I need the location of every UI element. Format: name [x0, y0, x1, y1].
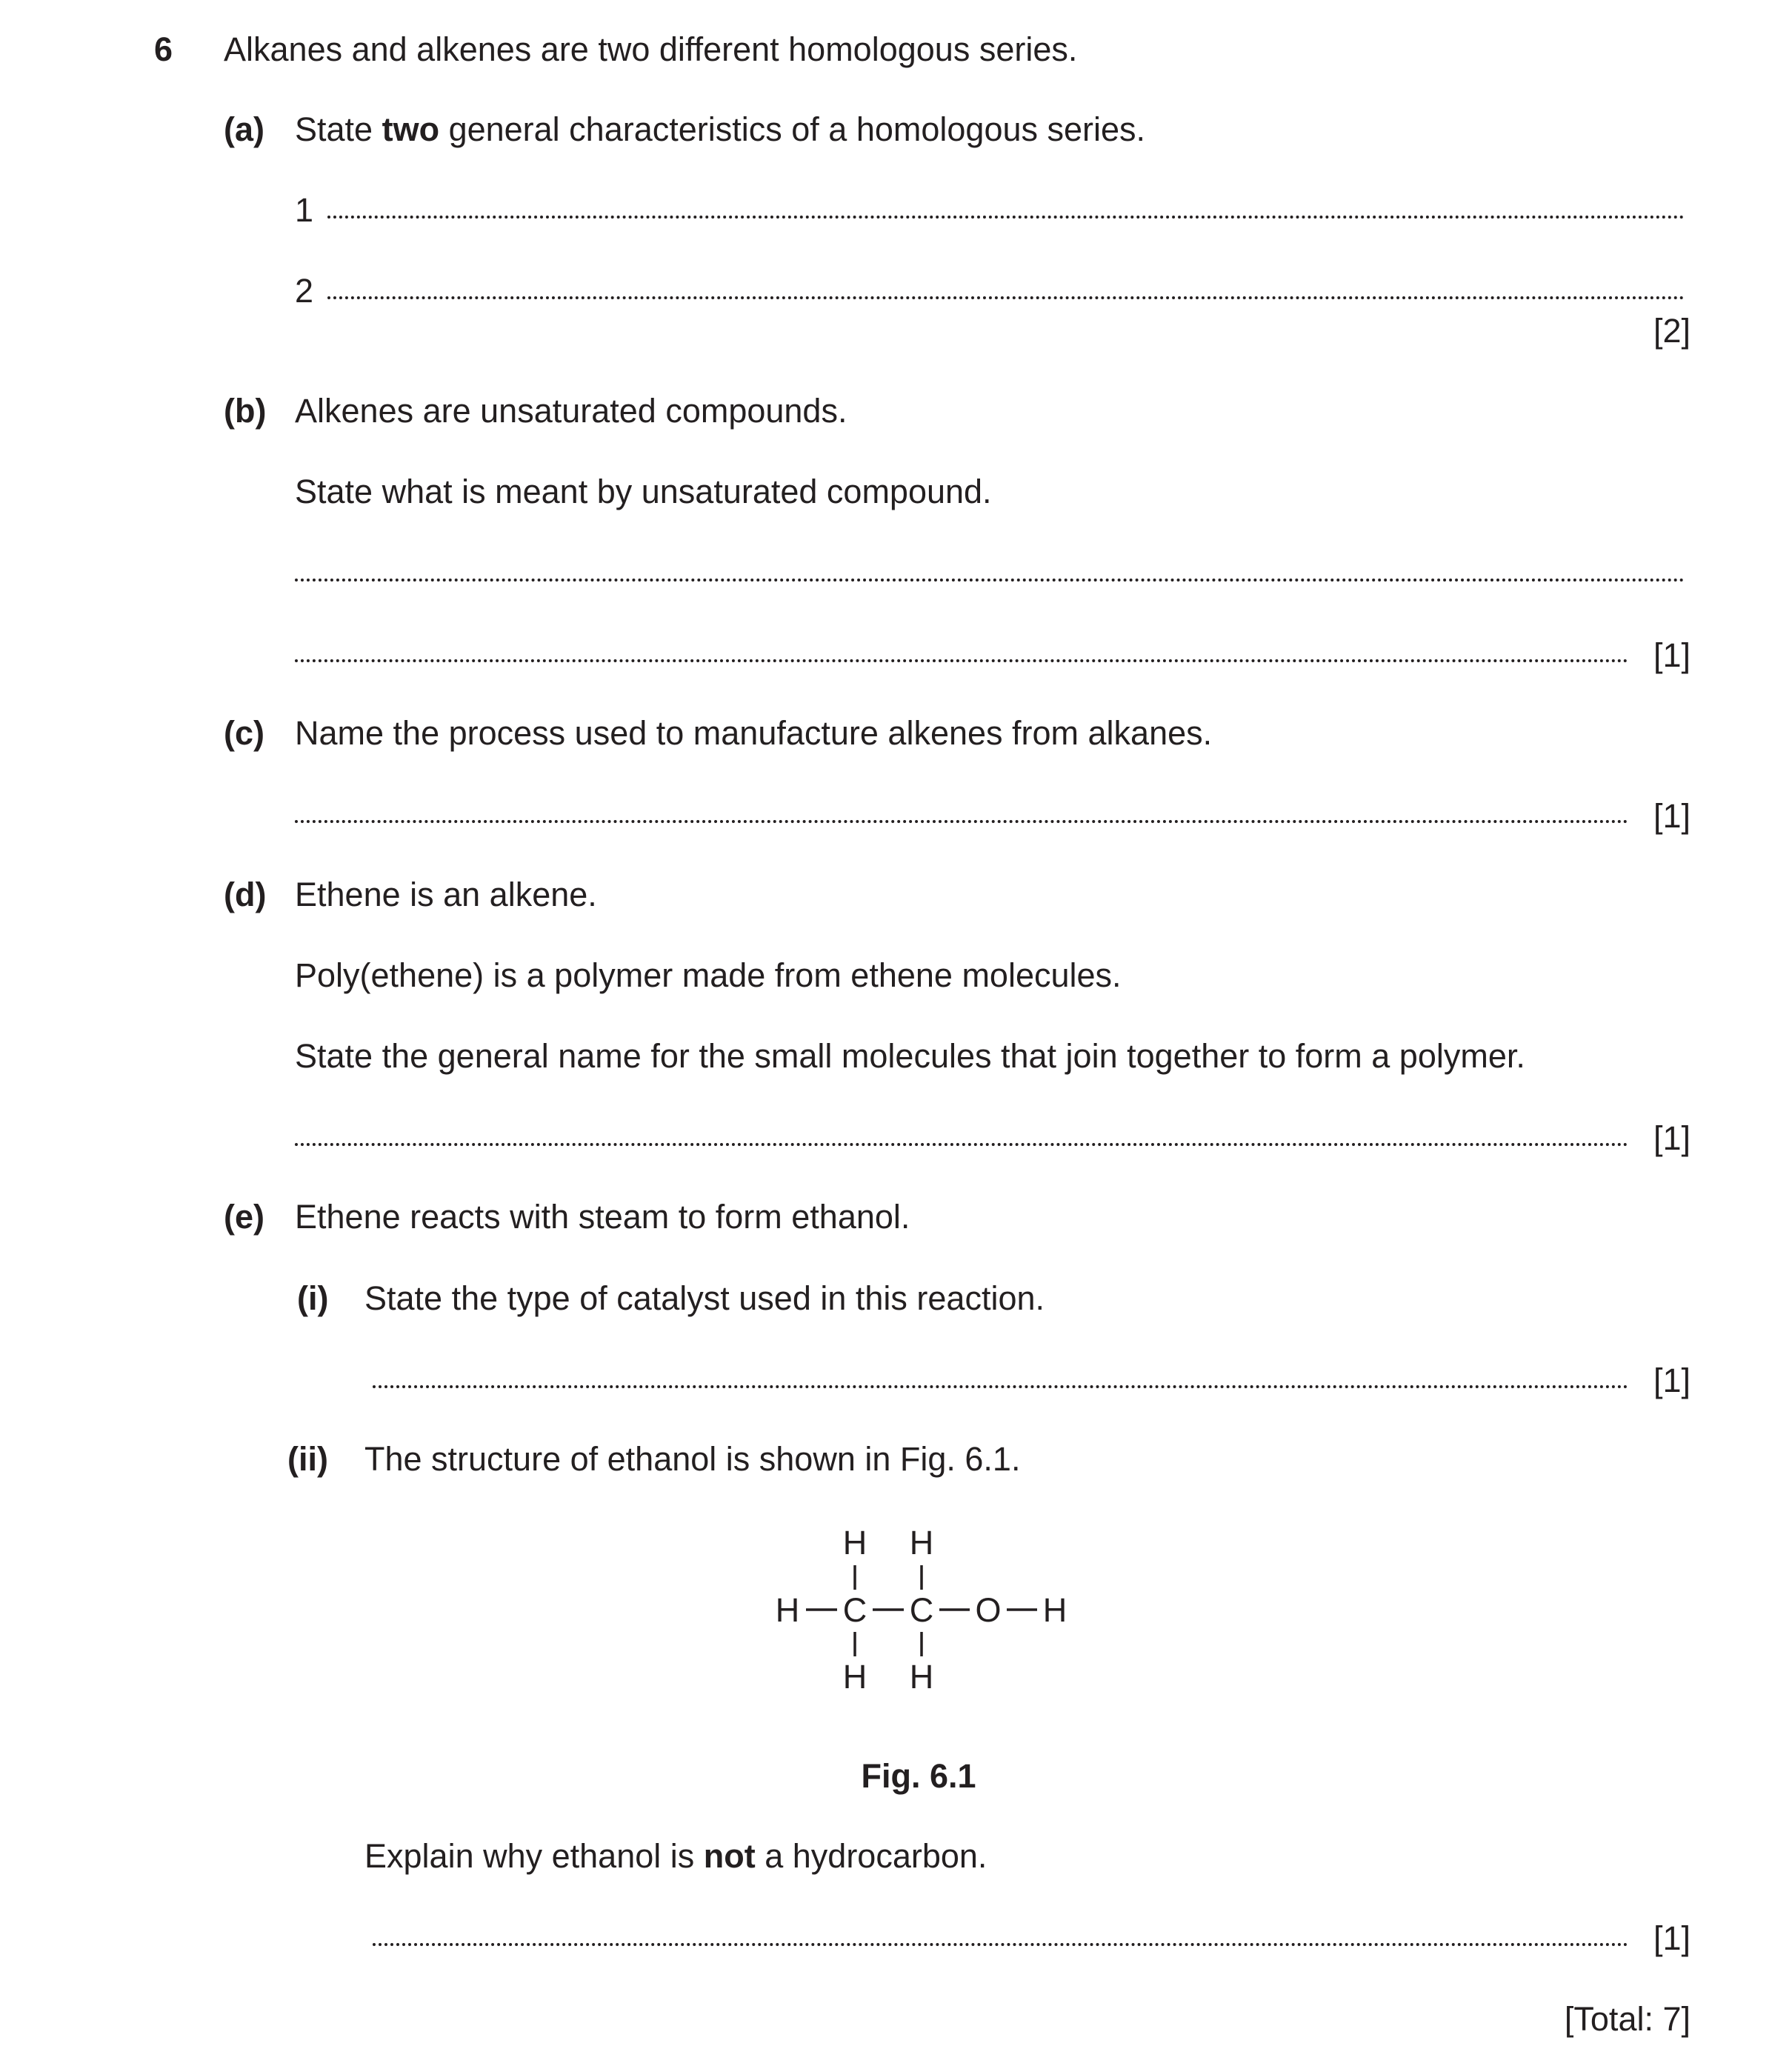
part-e-i-marks: [1]: [1653, 1362, 1691, 1399]
part-c-answer-line[interactable]: [295, 820, 1628, 823]
atom-h-right: H: [1042, 1591, 1067, 1629]
part-c-marks: [1]: [1653, 797, 1691, 835]
part-a-prompt: [295, 110, 1146, 148]
part-c-prompt: Name the process used to manufacture alkenes from alkanes.: [295, 714, 1213, 752]
part-d-label: (d): [224, 876, 267, 913]
ethanol-structure-diagram: [756, 1519, 1082, 1696]
part-d-prompt: State the general name for the small molecules that join together to form a polymer.: [295, 1037, 1525, 1075]
part-e-i-prompt: State the type of catalyst used in this reaction.: [364, 1279, 1045, 1317]
part-e-ii-marks: [1]: [1653, 1919, 1691, 1957]
part-d-statement-1: Ethene is an alkene.: [295, 876, 597, 913]
part-b-prompt: State what is meant by unsaturated compound.: [295, 473, 992, 510]
part-e-ii-prompt-start: Explain why ethanol is: [364, 1837, 704, 1875]
part-e-ii-label: (ii): [287, 1440, 328, 1478]
part-e-i-label: (i): [297, 1279, 329, 1317]
atom-h-top-2: H: [909, 1524, 934, 1562]
part-a-label: (a): [224, 110, 264, 148]
atom-o: O: [975, 1591, 1002, 1629]
atom-h-bottom-1: H: [842, 1658, 867, 1696]
part-a-answer-line-1[interactable]: [327, 216, 1685, 219]
part-a-prompt-start: State: [295, 110, 382, 148]
part-b-label: (b): [224, 392, 267, 430]
part-e-label: (e): [224, 1198, 264, 1236]
part-a-marks: [2]: [1653, 312, 1691, 350]
part-c-label: (c): [224, 714, 264, 752]
total-marks: [Total: 7]: [1564, 2000, 1691, 2038]
part-d-statement-2: Poly(ethene) is a polymer made from ethene molecules.: [295, 956, 1122, 994]
part-b-answer-line-1[interactable]: [295, 579, 1685, 582]
part-d-answer-line[interactable]: [295, 1143, 1628, 1146]
atom-c-2: C: [909, 1591, 934, 1629]
part-e-ii-answer-line[interactable]: [373, 1943, 1628, 1946]
atom-h-left: H: [775, 1591, 800, 1629]
part-b-marks: [1]: [1653, 636, 1691, 674]
part-d-marks: [1]: [1653, 1119, 1691, 1157]
atom-h-bottom-2: H: [909, 1658, 934, 1696]
atom-h-top-1: H: [842, 1524, 867, 1562]
figure-caption: Fig. 6.1: [861, 1757, 976, 1795]
part-e-statement: Ethene reacts with steam to form ethanol.: [295, 1198, 910, 1236]
question-intro: Alkanes and alkenes are two different homologous series.: [224, 30, 1078, 68]
atom-c-1: C: [842, 1591, 867, 1629]
part-e-i-answer-line[interactable]: [373, 1385, 1628, 1388]
part-e-ii-statement: The structure of ethanol is shown in Fig. 6.1.: [364, 1440, 1021, 1478]
part-a-prompt-bold: two: [382, 110, 440, 148]
part-a-answer-line-2[interactable]: [327, 296, 1685, 299]
part-b-statement: Alkenes are unsaturated compounds.: [295, 392, 847, 430]
question-number: 6: [154, 30, 173, 68]
part-e-ii-prompt-end: a hydrocarbon.: [755, 1837, 987, 1875]
part-a-prompt-end: general characteristics of a homologous series.: [439, 110, 1146, 148]
part-a-line2-number: 2: [295, 272, 314, 310]
part-e-ii-prompt: [364, 1839, 987, 1873]
part-e-ii-prompt-bold: not: [703, 1837, 756, 1875]
part-a-line1-number: 1: [295, 191, 314, 229]
part-b-answer-line-2[interactable]: [295, 659, 1628, 662]
